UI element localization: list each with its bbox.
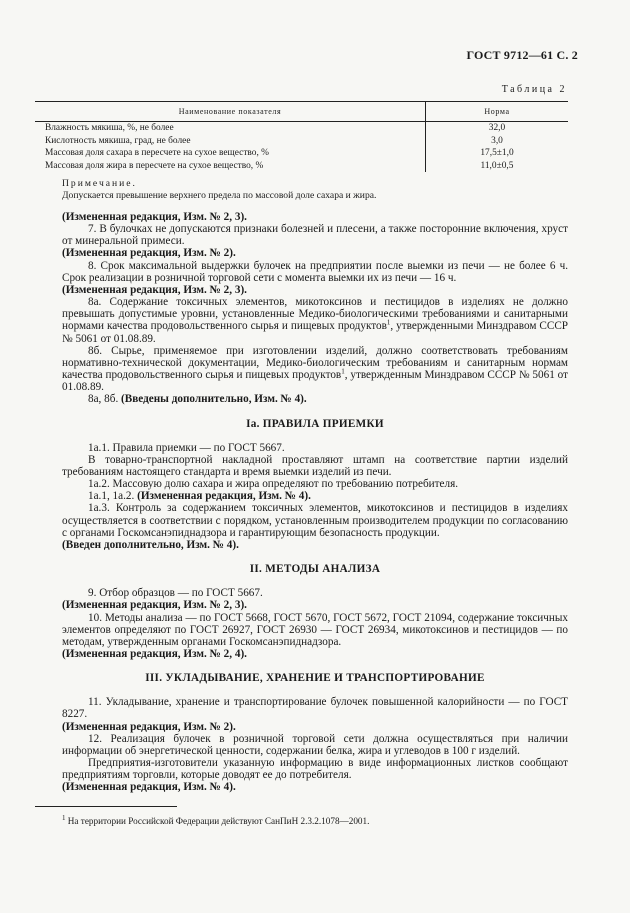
amendment-note: (Измененная редакция, Изм. № 2, 3). [62,599,247,612]
indicators-table [35,101,568,172]
paragraph-12-b: Предприятия-изготовители указанную информацию в виде информационных листков сообщают предприятиям торговли, которые доводят ее до потребителя. [62,757,568,782]
paragraph-1a1-b: В товарно-транспортной накладной проставляют штамп на соответствие партии изделий требованиям настоящего стандарта и время выемки изделий из печи. [62,453,568,478]
amendment-bold: (Измененная редакция, Изм. № 4). [137,490,311,503]
table-cell: Массовая доля сахара в пересчете на сухое вещество, % [35,147,426,160]
column-header-indicator: Наименование показателя [35,102,426,122]
amendment-note: (Измененная редакция, Изм. № 2). [62,720,236,733]
note-title: Примечание. [62,178,137,189]
amendment-note: (Измененная редакция, Изм. № 4). [62,781,236,794]
amendment-note: (Измененная редакция, Изм. № 2, 3). [62,211,247,223]
table-cell: Кислотность мякиша, град, не более [35,135,426,148]
table-cell: Влажность мякиша, %, не более [35,122,426,135]
paragraph-8a-end: , утвержденными Минздравом СССР № 5061 от 01.08.89. [62,320,569,345]
paragraph-9: 9. Отбор образцов — по ГОСТ 5667. [88,587,263,600]
amendment-bold: (Введены дополнительно, Изм. № 4). [121,393,307,406]
amendment-note: (Введен дополнительно, Изм. № 4). [62,538,239,551]
table-row [35,160,568,173]
amendment-1a1-1a2 [62,490,568,502]
column-header-norm: Норма [426,102,569,122]
footnote-text: На территории Российской Федерации действуют СанПиН 2.3.2.1078—2001. [67,816,370,826]
table-cell: 32,0 [488,123,506,133]
footnote-ref: 1 [341,367,345,376]
table-row [35,147,568,160]
paragraph-8b-end: , утвержденным Минздравом СССР № 5061 от 01.08.89. [62,369,568,394]
section-heading-2: II. МЕТОДЫ АНАЛИЗА [249,563,381,576]
page-header: ГОСТ 9712—61 С. 2 [466,48,578,62]
paragraph-8a-text: 8а. Содержание токсичных элементов, микотоксинов и пестицидов в изделиях не должно превышать допустимые уровни, установленные Медико-биологическими требованиями и санитарными нормами качества продовольственного сырья и пищевых продуктов [62,296,568,333]
paragraph-8: 8. Срок максимальной выдержки булочек на предприятии после выемки из печи — не более 6 ч. Срок реализации в розничной торговой сети с момента выемки их из печи — 16 ч. [62,259,568,284]
table-header-row [35,102,568,122]
table-cell: 11,0±0,5 [480,160,514,171]
amendment-note: (Измененная редакция, Изм. № 2, 3). [62,283,247,296]
table-cell: 17,5±1,0 [480,148,514,158]
amendment-note: (Измененная редакция, Изм. № 2, 4). [62,648,247,660]
footnote-ref: 1 [386,318,391,327]
paragraph-1a3: 1а.3. Контроль за содержанием токсичных элементов, микотоксинов и пестицидов в изделиях осуществляется в соответствии с порядком, установленным производителем продукции по согласованию с органами Госкомсанэпиднадзора и гарантирующим безопасность продукции. [62,502,568,539]
footnote-marker: 1 [62,813,66,822]
section-heading-1a: Iа. ПРАВИЛА ПРИЕМКИ [246,417,384,430]
paragraph-7: 7. В булочках не допускаются признаки болезней и плесени, а также посторонние включения, хруст от минеральной примеси. [62,223,568,248]
paragraph-11: 11. Укладывание, хранение и транспортирование булочек повышенной калорийности — по ГОСТ 8227. [62,696,568,721]
footnote [62,813,562,826]
paragraph-1a1: 1а.1. Правила приемки — по ГОСТ 5667. [88,441,285,454]
amendment-note: (Измененная редакция, Изм. № 2). [62,247,236,260]
section-heading-3: III. УКЛАДЫВАНИЕ, ХРАНЕНИЕ И ТРАНСПОРТИРОВАНИЕ [145,672,485,685]
table-caption: Таблица 2 [501,84,567,95]
amendment-8a-8b [62,393,568,405]
paragraph-8a [62,296,568,345]
amendment-lead: 8а, 8б. [88,393,119,406]
table-cell: Массовая доля жира в пересчете на сухое вещество, % [35,160,426,173]
paragraph-8b [62,345,568,394]
note-text: Допускается превышение верхнего предела по массовой доле сахара и жира. [62,190,377,201]
table-row [35,135,568,148]
paragraph-10: 10. Методы анализа — по ГОСТ 5668, ГОСТ 5670, ГОСТ 5672, ГОСТ 21094, содержание токсичных элементов определяют по ГОСТ 26927, ГОСТ 26930 — ГОСТ 26934, микотоксинов и пестицидов — по методам, утвержденным органами Госкомсанэпиднадзора. [62,611,568,648]
paragraph-1a2: 1а.2. Массовую долю сахара и жира определяют по требованию потребителя. [88,478,459,491]
amendment-lead: 1а.1, 1а.2. [88,490,135,503]
footnote-divider [35,806,177,807]
paragraph-12: 12. Реализация булочек в розничной торговой сети должна осуществляться при наличии информации об энергетической ценности, содержании белка, жира и углеводов в 100 г изделий. [62,732,568,757]
table-row [35,122,568,135]
table-cell: 3,0 [491,135,503,146]
document-body [62,211,568,794]
paragraph-8b-text: 8б. Сырье, применяемое при изготовлении изделий, должно соответствовать требованиям нормативно-технической документации, Медико-биологическим требованиям и санитарным нормам качества продовольственного сырья и пищевых продуктов [62,344,568,382]
